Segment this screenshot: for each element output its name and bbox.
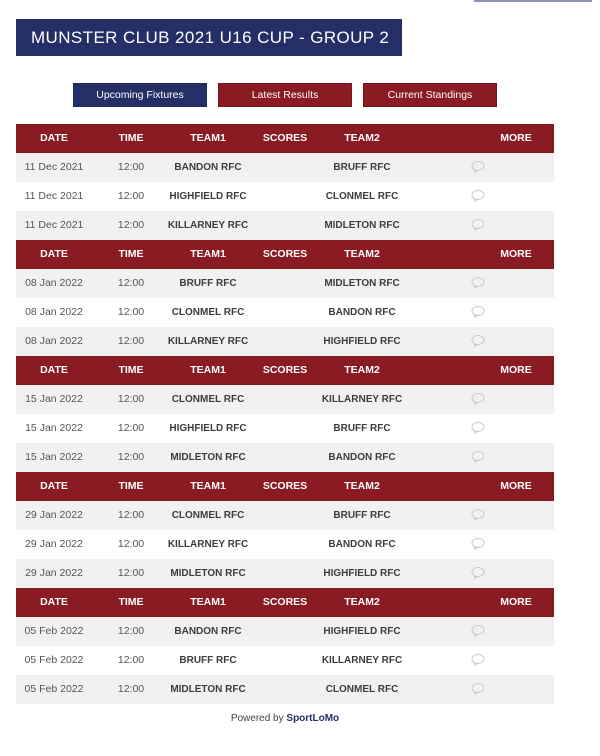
fixture-more-link[interactable] [472, 182, 485, 211]
comment-icon [472, 219, 485, 229]
fixture-team1: CLONMEL RFC [171, 307, 245, 318]
comment-icon [472, 161, 485, 171]
fixture-team1: MIDLETON RFC [170, 684, 246, 695]
table-header-row [16, 240, 554, 269]
fixture-date: 15 Jan 2022 [25, 451, 83, 463]
fixture-team2: BANDON RFC [328, 307, 396, 318]
fixture-date: 08 Jan 2022 [25, 306, 83, 318]
table-row [16, 414, 554, 443]
header-team2: TEAM2 [344, 480, 380, 492]
fixture-more-link[interactable] [472, 269, 485, 298]
fixture-time: 12:00 [117, 683, 145, 695]
fixture-team1: CLONMEL RFC [171, 510, 245, 521]
comment-icon [472, 625, 485, 635]
fixture-team2: HIGHFIELD RFC [323, 626, 401, 637]
fixture-more-link[interactable] [472, 298, 485, 327]
fixture-time: 12:00 [117, 538, 145, 550]
header-date: DATE [40, 248, 68, 260]
header-date: DATE [40, 596, 68, 608]
comment-icon [472, 654, 485, 664]
fixture-date: 08 Jan 2022 [25, 335, 83, 347]
comment-icon [472, 422, 485, 432]
comment-icon [472, 190, 485, 200]
fixture-date: 05 Feb 2022 [24, 683, 84, 695]
upcoming-fixtures-button[interactable]: Upcoming Fixtures [73, 83, 207, 107]
table-header-row [16, 588, 554, 617]
table-row [16, 617, 554, 646]
fixture-team1: HIGHFIELD RFC [169, 191, 247, 202]
fixture-team1: BRUFF RFC [179, 655, 237, 666]
header-time: TIME [118, 596, 144, 608]
fixture-team1: BANDON RFC [174, 626, 242, 637]
fixture-date: 11 Dec 2021 [24, 219, 84, 231]
fixture-team2: HIGHFIELD RFC [323, 568, 401, 579]
header-date: DATE [40, 132, 68, 144]
header-date: DATE [40, 364, 68, 376]
fixture-team2: KILLARNEY RFC [321, 394, 403, 405]
header-scores: SCORES [262, 364, 308, 376]
fixture-date: 05 Feb 2022 [24, 654, 84, 666]
fixture-more-link[interactable] [472, 559, 485, 588]
fixture-team2: HIGHFIELD RFC [323, 336, 401, 347]
powered-by [0, 713, 570, 724]
table-row [16, 211, 554, 240]
fixture-team2: BRUFF RFC [333, 510, 391, 521]
fixture-date: 11 Dec 2021 [24, 161, 84, 173]
table-header-row [16, 356, 554, 385]
fixture-team2: CLONMEL RFC [325, 684, 399, 695]
fixture-team1: MIDLETON RFC [170, 568, 246, 579]
fixtures-table [16, 124, 554, 704]
table-row [16, 269, 554, 298]
header-more: MORE [500, 248, 532, 260]
fixture-time: 12:00 [117, 277, 145, 289]
fixture-more-link[interactable] [472, 443, 485, 472]
fixture-date: 05 Feb 2022 [24, 625, 84, 637]
fixture-team2: BANDON RFC [328, 539, 396, 550]
fixture-team2: BRUFF RFC [333, 162, 391, 173]
table-row [16, 327, 554, 356]
fixture-more-link[interactable] [472, 530, 485, 559]
fixture-team1: KILLARNEY RFC [167, 220, 249, 231]
fixture-time: 12:00 [117, 335, 145, 347]
fixture-team2: BRUFF RFC [333, 423, 391, 434]
header-scores: SCORES [262, 596, 308, 608]
table-row [16, 298, 554, 327]
fixture-team2: MIDLETON RFC [324, 278, 400, 289]
header-more: MORE [500, 364, 532, 376]
fixture-more-link[interactable] [472, 617, 485, 646]
fixture-more-link[interactable] [472, 211, 485, 240]
fixture-more-link[interactable] [472, 153, 485, 182]
comment-icon [472, 393, 485, 403]
header-time: TIME [118, 364, 144, 376]
fixture-team1: HIGHFIELD RFC [169, 423, 247, 434]
fixture-more-link[interactable] [472, 414, 485, 443]
table-header-row [16, 472, 554, 501]
table-row [16, 182, 554, 211]
fixture-more-link[interactable] [472, 327, 485, 356]
current-standings-button[interactable]: Current Standings [363, 83, 497, 107]
fixture-date: 15 Jan 2022 [25, 393, 83, 405]
header-team1: TEAM1 [190, 364, 226, 376]
table-row [16, 153, 554, 182]
header-date: DATE [40, 480, 68, 492]
fixture-date: 29 Jan 2022 [25, 538, 83, 550]
table-header-row [16, 124, 554, 153]
header-scores: SCORES [262, 132, 308, 144]
fixture-team1: MIDLETON RFC [170, 452, 246, 463]
header-team1: TEAM1 [190, 248, 226, 260]
header-team2: TEAM2 [344, 364, 380, 376]
header-scores: SCORES [262, 248, 308, 260]
page-title: MUNSTER CLUB 2021 U16 CUP - GROUP 2 [16, 19, 402, 56]
fixture-date: 29 Jan 2022 [25, 509, 83, 521]
table-row [16, 385, 554, 414]
fixture-date: 11 Dec 2021 [24, 190, 84, 202]
fixture-team1: KILLARNEY RFC [167, 336, 249, 347]
header-time: TIME [118, 132, 144, 144]
fixture-team1: BANDON RFC [174, 162, 242, 173]
comment-icon [472, 451, 485, 461]
fixture-team1: CLONMEL RFC [171, 394, 245, 405]
fixture-time: 12:00 [117, 422, 145, 434]
fixture-more-link[interactable] [472, 646, 485, 675]
comment-icon [472, 306, 485, 316]
table-row [16, 559, 554, 588]
fixture-date: 29 Jan 2022 [25, 567, 83, 579]
table-row [16, 646, 554, 675]
header-team1: TEAM1 [190, 132, 226, 144]
fixture-date: 15 Jan 2022 [25, 422, 83, 434]
header-more: MORE [500, 480, 532, 492]
fixture-team1: BRUFF RFC [179, 278, 237, 289]
fixture-time: 12:00 [117, 654, 145, 666]
fixture-more-link[interactable] [472, 385, 485, 414]
fixture-team1: KILLARNEY RFC [167, 539, 249, 550]
header-team2: TEAM2 [344, 248, 380, 260]
header-team2: TEAM2 [344, 596, 380, 608]
fixture-team2: CLONMEL RFC [325, 191, 399, 202]
fixture-time: 12:00 [117, 190, 145, 202]
header-time: TIME [118, 248, 144, 260]
table-row [16, 530, 554, 559]
fixture-time: 12:00 [117, 509, 145, 521]
fixture-more-link[interactable] [472, 501, 485, 530]
header-more: MORE [500, 596, 532, 608]
header-time: TIME [118, 480, 144, 492]
powered-by-prefix: Powered by [230, 713, 284, 724]
header-team1: TEAM1 [190, 596, 226, 608]
fixture-time: 12:00 [117, 219, 145, 231]
comment-icon [472, 567, 485, 577]
header-team2: TEAM2 [344, 132, 380, 144]
sportlomo-link[interactable]: SportLoMo [286, 713, 340, 724]
table-row [16, 675, 554, 704]
comment-icon [472, 277, 485, 287]
header-team1: TEAM1 [190, 480, 226, 492]
fixture-team2: MIDLETON RFC [324, 220, 400, 231]
fixture-team2: KILLARNEY RFC [321, 655, 403, 666]
fixture-time: 12:00 [117, 567, 145, 579]
fixture-team2: BANDON RFC [328, 452, 396, 463]
comment-icon [472, 509, 485, 519]
comment-icon [472, 335, 485, 345]
fixture-more-link[interactable] [472, 675, 485, 704]
table-row [16, 443, 554, 472]
comment-icon [472, 683, 485, 693]
fixture-time: 12:00 [117, 625, 145, 637]
fixture-date: 08 Jan 2022 [25, 277, 83, 289]
fixture-time: 12:00 [117, 306, 145, 318]
fixture-time: 12:00 [117, 161, 145, 173]
fixture-time: 12:00 [117, 393, 145, 405]
top-edge-bar [474, 0, 592, 2]
latest-results-button[interactable]: Latest Results [218, 83, 352, 107]
header-more: MORE [500, 132, 532, 144]
comment-icon [472, 538, 485, 548]
table-row [16, 501, 554, 530]
fixture-time: 12:00 [117, 451, 145, 463]
header-scores: SCORES [262, 480, 308, 492]
